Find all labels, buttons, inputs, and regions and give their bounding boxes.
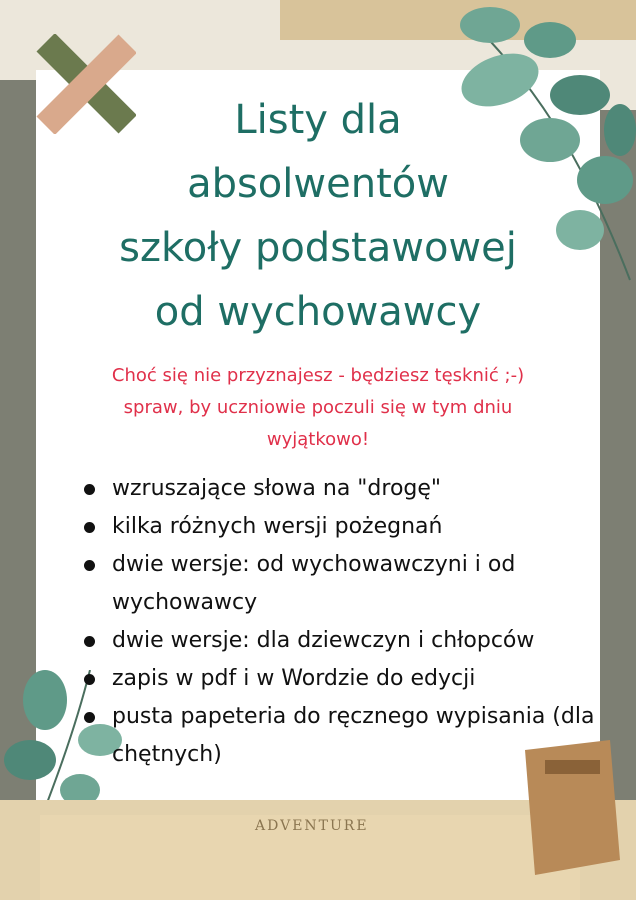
list-item: dwie wersje: od wychowawczyni i od wychowawcy	[78, 546, 598, 622]
title-line: od wychowawcy	[154, 289, 482, 335]
title-line: szkoły podstawowej	[119, 225, 517, 271]
feature-list	[78, 470, 598, 774]
subtitle-line: spraw, by uczniowie poczuli się w tym dniu	[123, 397, 513, 418]
list-item: zapis w pdf i w Wordzie do edycji	[78, 660, 598, 698]
adventure-label: ADVENTURE	[255, 818, 369, 834]
subtitle-line: wyjątkowo!	[266, 429, 370, 450]
page-title	[0, 88, 636, 344]
list-item: pusta papeteria do ręcznego wypisania (dla chętnych)	[78, 698, 598, 774]
subtitle	[40, 360, 596, 456]
list-item: dwie wersje: dla dziewczyn i chłopców	[78, 622, 598, 660]
title-line: absolwentów	[187, 161, 449, 207]
list-item: wzruszające słowa na "drogę"	[78, 470, 598, 508]
list-item: kilka różnych wersji pożegnań	[78, 508, 598, 546]
subtitle-line: Choć się nie przyznajesz - będziesz tęsknić ;-)	[111, 365, 525, 386]
title-line: Listy dla	[234, 97, 402, 143]
